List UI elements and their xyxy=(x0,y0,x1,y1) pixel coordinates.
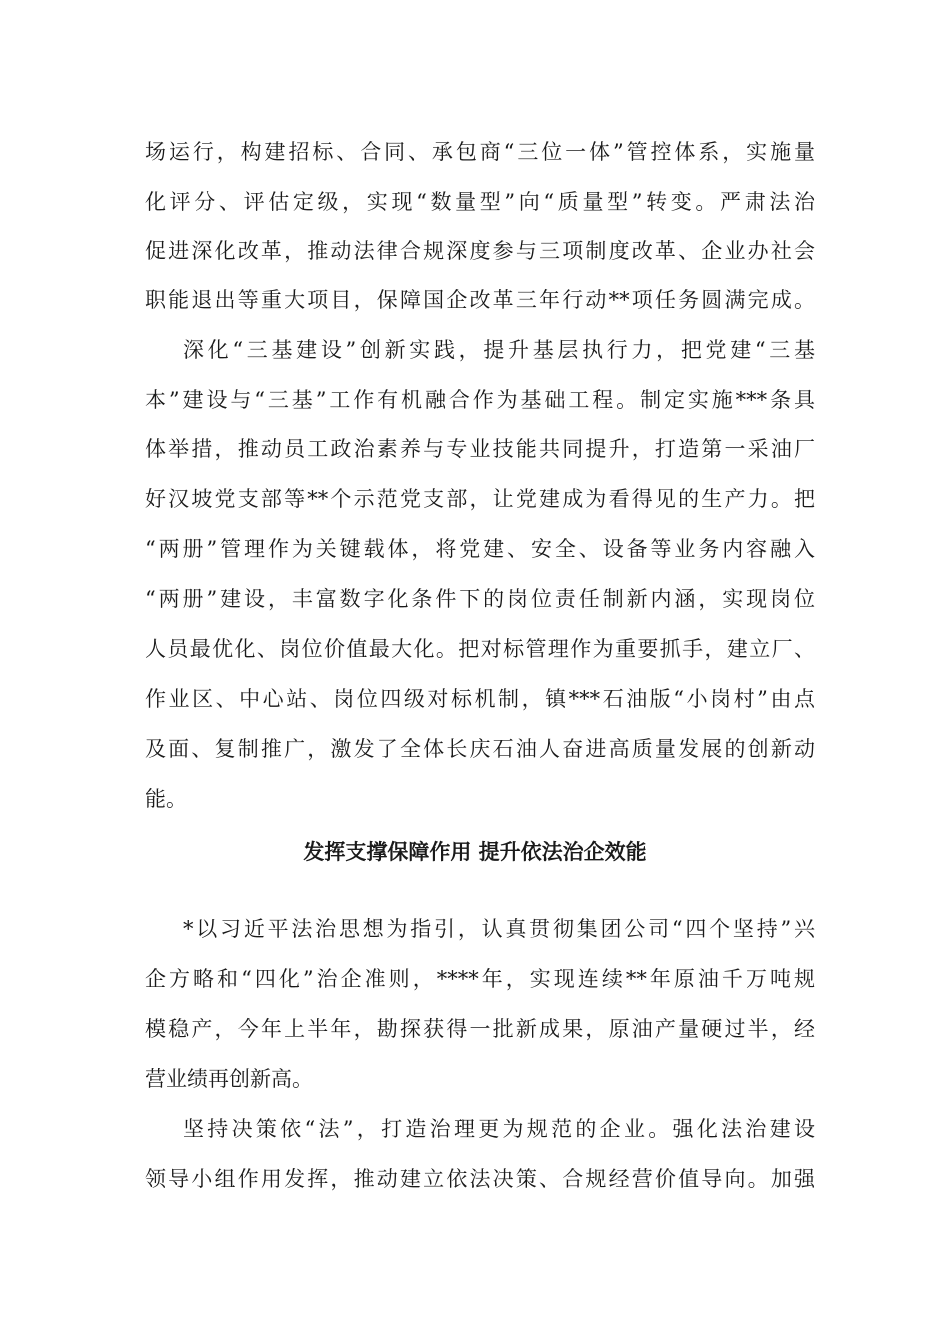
paragraph-2-line-2: 本”建设与“三基”工作有机融合作为基础工程。制定实施***条具 xyxy=(145,388,815,412)
paragraph-2-line-4: 好汉坡党支部等**个示范党支部，让党建成为看得见的生产力。把 xyxy=(145,487,815,511)
paragraph-2-line-7: 人员最优化、岗位价值最大化。把对标管理作为重要抓手，建立厂、 xyxy=(145,637,815,661)
paragraph-2-line-8: 作业区、中心站、岗位四级对标机制，镇***石油版“小岗村”由点 xyxy=(145,687,815,711)
paragraph-3-line-1: *以习近平法治思想为指引，认真贯彻集团公司“四个坚持”兴 xyxy=(183,917,815,941)
paragraph-3-line-3: 模稳产，今年上半年，勘探获得一批新成果，原油产量硬过半，经 xyxy=(145,1017,815,1041)
paragraph-2-line-10: 能。 xyxy=(145,787,187,811)
paragraph-2-line-3: 体举措，推动员工政治素养与专业技能共同提升，打造第一采油厂 xyxy=(145,437,815,461)
paragraph-1-line-1: 场运行，构建招标、合同、承包商“三位一体”管控体系，实施量 xyxy=(145,140,815,164)
paragraph-2-line-6: “两册”建设，丰富数字化条件下的岗位责任制新内涵，实现岗位 xyxy=(145,587,815,611)
paragraph-3-line-2: 企方略和“四化”治企准则，****年，实现连续**年原油千万吨规 xyxy=(145,967,815,991)
paragraph-4-line-1: 坚持决策依“法”，打造治理更为规范的企业。强化法治建设 xyxy=(183,1117,815,1141)
paragraph-2-line-5: “两册”管理作为关键载体，将党建、安全、设备等业务内容融入 xyxy=(145,537,815,561)
paragraph-1-line-4: 职能退出等重大项目，保障国企改革三年行动**项任务圆满完成。 xyxy=(145,288,815,312)
section-heading: 发挥支撑保障作用 提升依法治企效能 xyxy=(303,840,647,864)
paragraph-2-line-1: 深化“三基建设”创新实践，提升基层执行力，把党建“三基 xyxy=(183,338,815,362)
paragraph-1-line-2: 化评分、评估定级，实现“数量型”向“质量型”转变。严肃法治 xyxy=(145,190,815,214)
paragraph-3-line-4: 营业绩再创新高。 xyxy=(145,1067,313,1091)
paragraph-1-line-3: 促进深化改革，推动法律合规深度参与三项制度改革、企业办社会 xyxy=(145,239,815,263)
paragraph-4-line-2: 领导小组作用发挥，推动建立依法决策、合规经营价值导向。加强 xyxy=(145,1167,815,1191)
paragraph-2-line-9: 及面、复制推广，激发了全体长庆石油人奋进高质量发展的创新动 xyxy=(145,737,815,761)
